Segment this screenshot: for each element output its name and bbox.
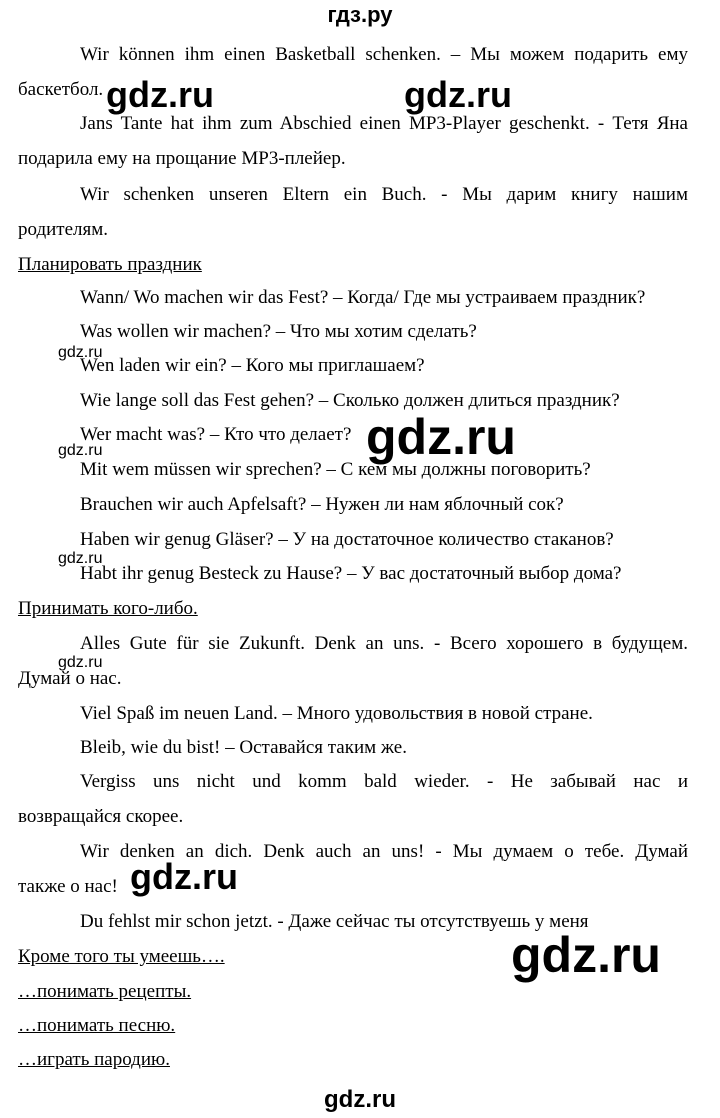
text-line: родителям. xyxy=(18,219,109,240)
text-line: Haben wir genug Gläser? – У на достаточное количество стаканов? xyxy=(80,529,614,550)
watermark: gdz.ru xyxy=(58,442,103,459)
text-line: Wer macht was? – Кто что делает? xyxy=(80,424,352,445)
section-heading: Принимать кого-либо. xyxy=(18,598,198,619)
watermark: gdz.ru xyxy=(366,409,516,465)
list-item: …играть пародию. xyxy=(18,1049,170,1070)
text-line: Was wollen wir machen? – Что мы хотим сделать? xyxy=(80,321,477,342)
text-line: Bleib, wie du bist! – Оставайся таким же. xyxy=(80,737,407,758)
text-line: подарила ему на прощание MP3-плейер. xyxy=(18,148,346,169)
watermark: gdz.ru xyxy=(106,74,214,115)
watermark: gdz.ru xyxy=(58,550,103,567)
text-line: Brauchen wir auch Apfelsaft? – Нужен ли нам яблочный сок? xyxy=(80,494,564,515)
text-line: Vergiss uns nicht und komm bald wieder. - Не забывай нас и xyxy=(80,771,688,792)
watermark: gdz.ru xyxy=(58,344,103,361)
page-header: гдз.ру xyxy=(327,2,393,27)
text-line: Habt ihr genug Besteck zu Hause? – У вас достаточный выбор дома? xyxy=(80,563,622,584)
text-line: Du fehlst mir schon jetzt. - Даже сейчас ты отсутствуешь у меня xyxy=(80,911,589,932)
text-line: баскетбол. xyxy=(18,79,104,100)
watermark: gdz.ru xyxy=(130,856,238,897)
text-line: Wir können ihm einen Basketball schenken. – Мы можем подарить ему xyxy=(80,44,688,65)
text-line: Wir denken an dich. Denk auch an uns! - Мы думаем о тебе. Думай xyxy=(80,841,688,862)
text-line: также о нас! xyxy=(18,876,118,897)
watermark: gdz.ru xyxy=(511,927,661,983)
text-line: Jans Tante hat ihm zum Abschied einen MP3-Player geschenkt. - Тетя Яна xyxy=(80,113,688,134)
text-line: Wir schenken unseren Eltern ein Buch. - Мы дарим книгу нашим xyxy=(80,184,688,205)
section-heading: Планировать праздник xyxy=(18,254,202,275)
text-line: Думай о нас. xyxy=(18,668,122,689)
text-line: Viel Spaß im neuen Land. – Много удовольствия в новой стране. xyxy=(80,703,593,724)
watermark: gdz.ru xyxy=(404,74,512,115)
page-footer: gdz.ru xyxy=(324,1086,396,1113)
text-line: Wie lange soll das Fest gehen? – Сколько должен длиться праздник? xyxy=(80,390,620,411)
text-line: Wann/ Wo machen wir das Fest? – Когда/ Где мы устраиваем праздник? xyxy=(80,287,646,308)
watermark: gdz.ru xyxy=(58,654,103,671)
text-line: Mit wem müssen wir sprechen? – С кем мы должны поговорить? xyxy=(80,459,591,480)
section-heading: Кроме того ты умеешь…. xyxy=(18,946,225,967)
text-line: Wen laden wir ein? – Кого мы приглашаем? xyxy=(80,355,425,376)
list-item: …понимать рецепты. xyxy=(18,981,192,1002)
text-line: возвращайся скорее. xyxy=(18,806,184,827)
text-line: Alles Gute für sie Zukunft. Denk an uns. - Всего хорошего в будущем. xyxy=(80,633,688,654)
list-item: …понимать песню. xyxy=(18,1015,176,1036)
